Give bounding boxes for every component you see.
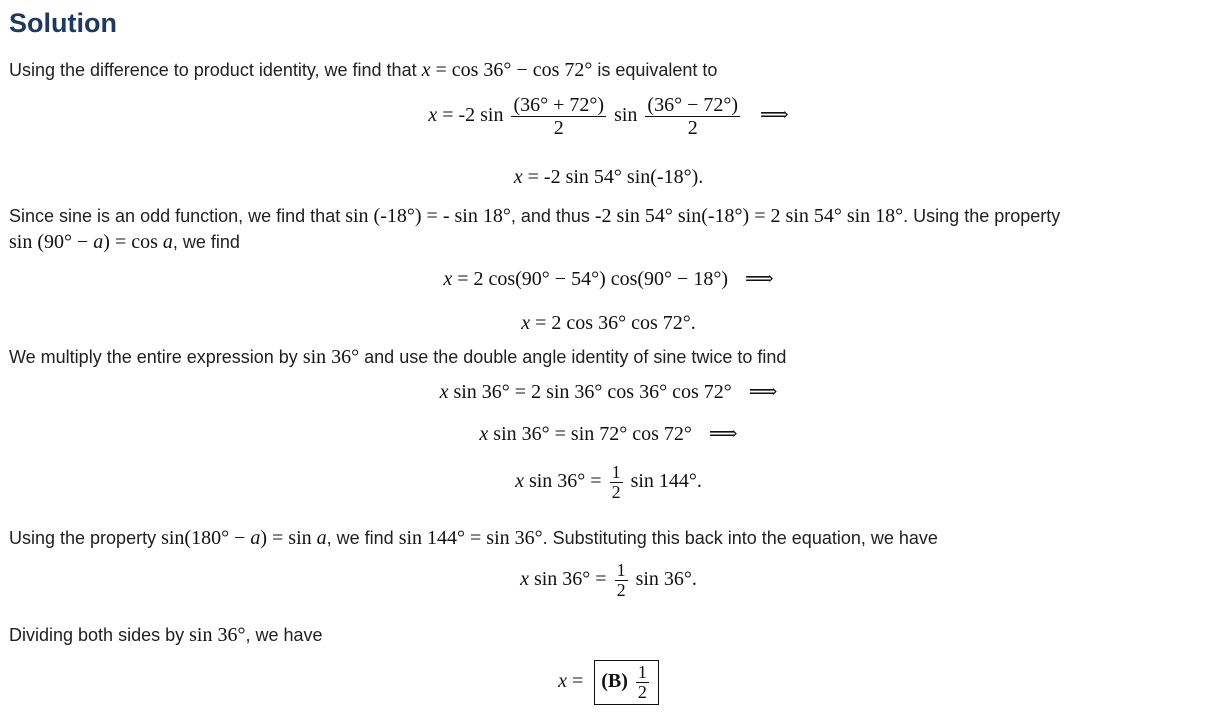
paragraph-odd-function: Since sine is an odd function, we find that sin (-18°) = - sin 18°, and thus -2 sin 54° sin(-18°) = 2 sin 54° sin 18°. Using the property sin (90° − a) = cos a, we find xyxy=(9,205,1061,253)
equation-cosine-product: x = 2 cos 36° cos 72°. xyxy=(521,312,696,334)
paragraph-difference-identity: Using the difference to product identity, we find that x = cos 36° − cos 72° is equivalent to xyxy=(9,59,718,81)
implies-arrow: ⟹ xyxy=(748,379,778,403)
equation-difference-to-product: x = -2 sin $\frac{(36^\circ + 72^\circ)}{2}$ sin $\frac{(36^\circ - 72^\circ)}{2}$ ⟹ xyxy=(428,94,789,139)
implies-arrow: ⟹ xyxy=(745,266,774,290)
implies-arrow: ⟹ xyxy=(708,421,738,445)
fraction-one-half: $\frac{1}{2}$ xyxy=(616,560,626,600)
fraction-one-half: $\frac{1}{2}$ xyxy=(611,462,621,502)
paragraph-supplement-property: Using the property sin(180° − a) = sin a, we find sin 144° = sin 36°. Substituting this back into the equation, we have xyxy=(9,527,938,549)
fraction-answer: $\frac{1}{2}$ xyxy=(637,662,647,702)
equation-final-answer: x = (B) $\frac{1}{2}$ xyxy=(0,660,1217,705)
equation-double-angle-first: x sin 36° = sin 72° cos 72° ⟹ xyxy=(479,421,738,445)
equation-substituted: x sin 36° = $\frac{1}{2}$ sin 36°. xyxy=(520,560,697,600)
paragraph-divide: Dividing both sides by sin 36°, we have xyxy=(9,624,323,646)
answer-box: (B) $\frac{1}{2}$ xyxy=(594,660,659,705)
equation-double-angle-second: x sin 36° = $\frac{1}{2}$ sin 144°. xyxy=(515,462,702,502)
equation-multiply-sine: x sin 36° = 2 sin 36° cos 36° cos 72° ⟹ xyxy=(439,379,778,403)
fraction-difference: $\frac{(36^\circ - 72^\circ)}{2}$ xyxy=(647,94,739,139)
equation-cofunction: x = 2 cos(90° − 54°) cos(90° − 18°) ⟹ xyxy=(443,266,774,290)
solution-heading: Solution xyxy=(9,8,117,38)
fraction-sum: $\frac{(36^\circ + 72^\circ)}{2}$ xyxy=(513,94,605,139)
paragraph-multiply: We multiply the entire expression by sin 36° and use the double angle identity of sine twice to find xyxy=(9,346,787,368)
equation-sine-product: x = -2 sin 54° sin(-18°). xyxy=(513,166,704,188)
implies-arrow: ⟹ xyxy=(760,102,789,127)
